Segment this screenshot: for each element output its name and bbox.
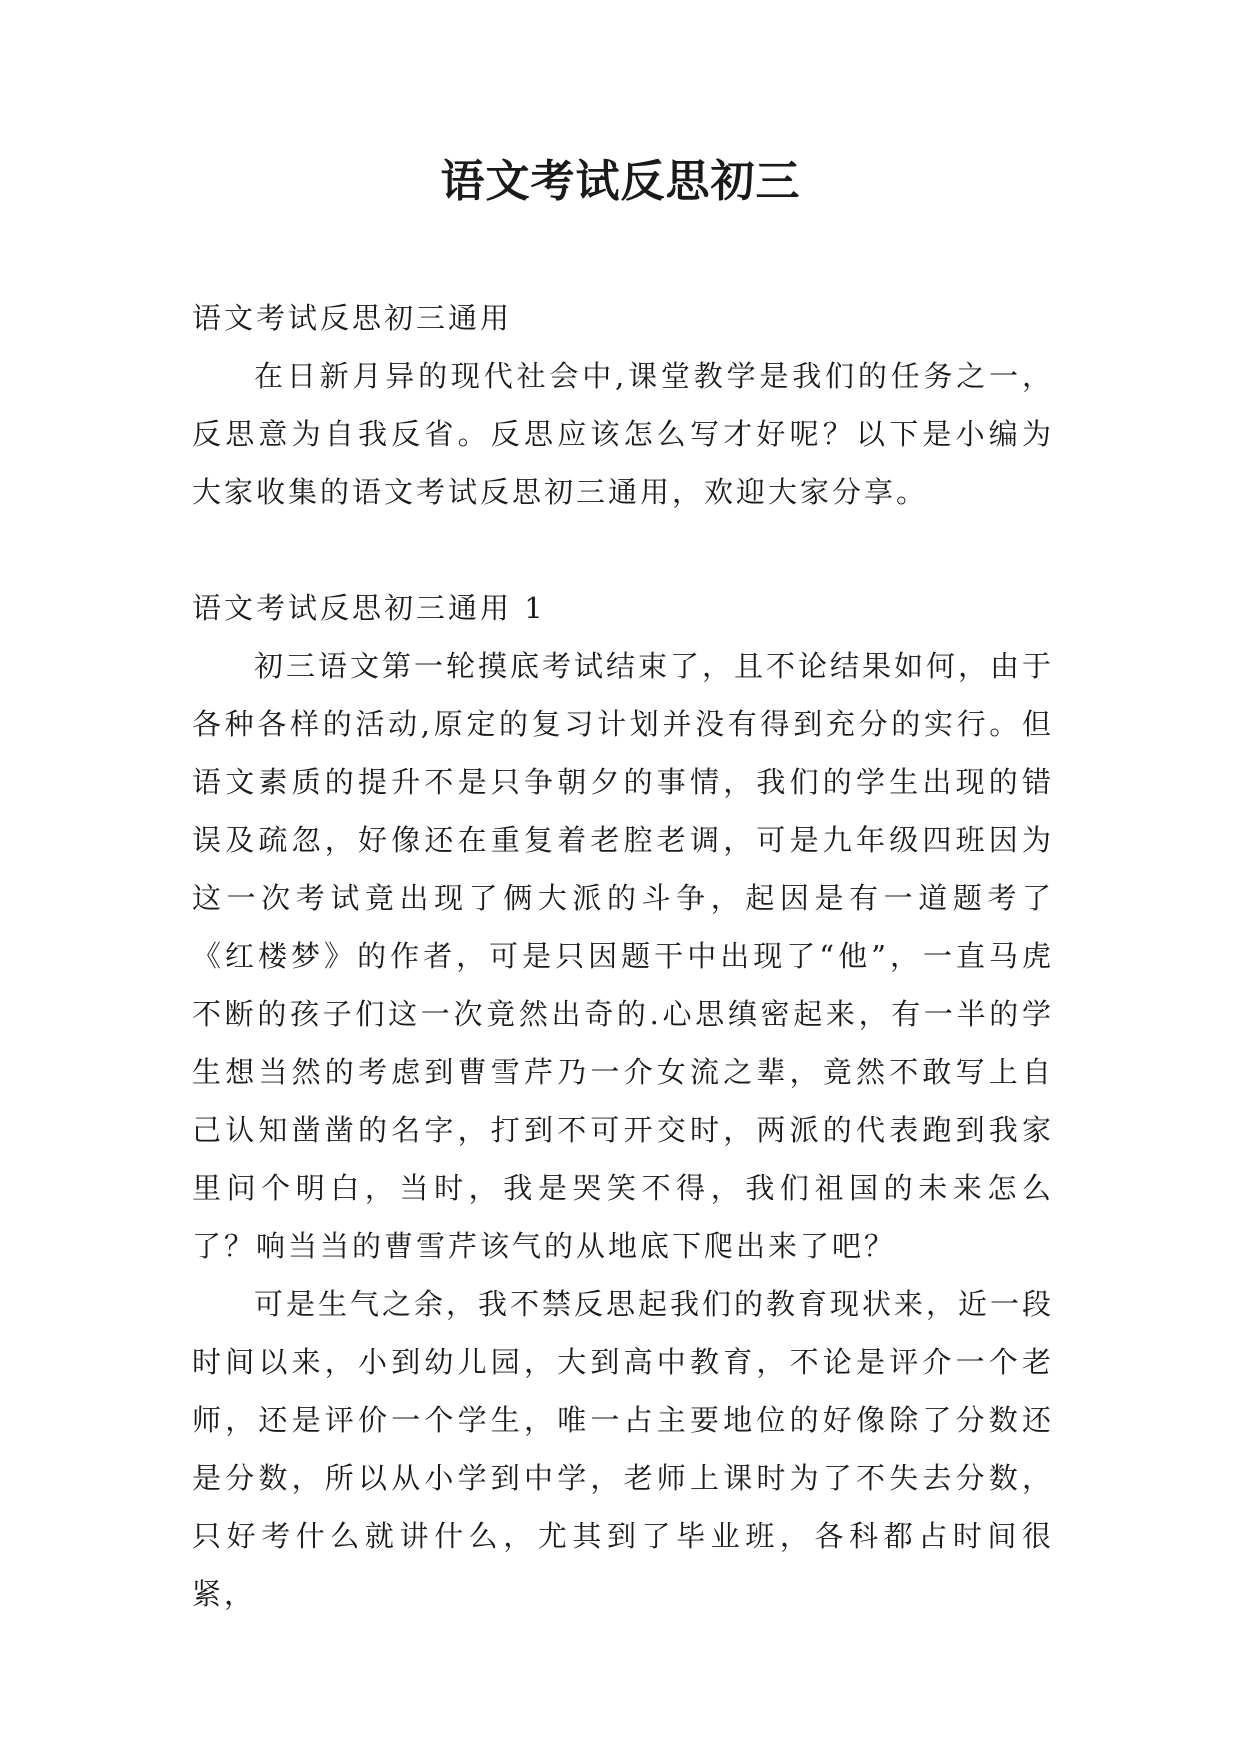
section-heading: 语文考试反思初三通用 1 [192, 591, 546, 625]
document-body [192, 289, 1054, 1623]
section-spacer [192, 521, 1054, 579]
intro-heading: 语文考试反思初三通用 [192, 301, 513, 335]
intro-paragraph: 在日新月异的现代社会中,课堂教学是我们的任务之一，反思意为自我反省。反思应该怎么写才好呢？以下是小编为大家收集的语文考试反思初三通用，欢迎大家分享。 [192, 359, 1054, 509]
document-title: 语文考试反思初三 [440, 156, 801, 207]
body-paragraph: 可是生气之余，我不禁反思起我们的教育现状来，近一段时间以来，小到幼儿园，大到高中教育，不论是评介一个老师，还是评价一个学生，唯一占主要地位的好像除了分数还是分数，所以从小学到中学，老师上课时为了不失去分数，只好考什么就讲什么，尤其到了毕业班，各科都占时间很紧， [192, 1287, 1055, 1611]
body-paragraph: 初三语文第一轮摸底考试结束了，且不论结果如何，由于各种各样的活动,原定的复习计划并没有得到充分的实行。但语文素质的提升不是只争朝夕的事情，我们的学生出现的错误及疏忽，好像还在重复着老腔老调，可是九年级四班因为这一次考试竟出现了俩大派的斗争，起因是有一道题考了《红楼梦》的作者，可是只因题干中出现了“他”，一直马虎不断的孩子们这一次竟然出奇的.心思缜密起来，有一半的学生想当然的考虑到曹雪芹乃一介女流之辈，竟然不敢写上自己认知凿凿的名字，打到不可开交时，两派的代表跑到我家里问个明白，当时，我是哭笑不得，我们祖国的未来怎么了？响当当的曹雪芹该气的从地底下爬出来了吧？ [192, 649, 1055, 1263]
